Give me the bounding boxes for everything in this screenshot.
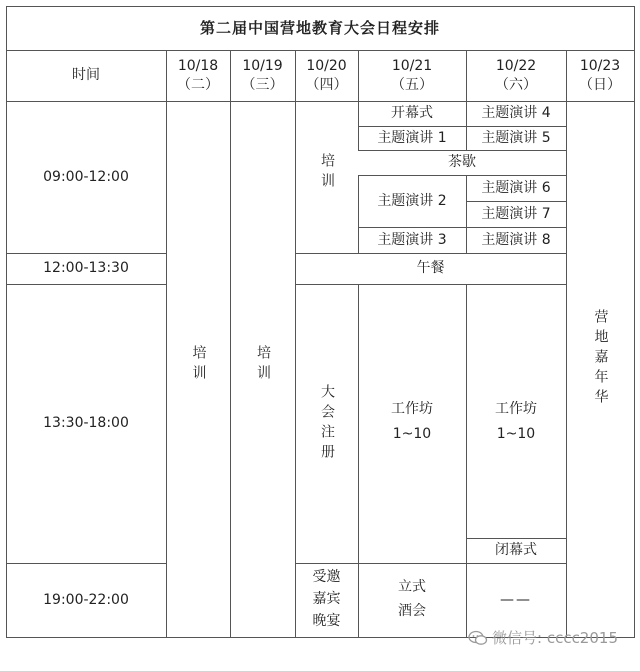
workshop-1022 [466,284,566,538]
day-date: 10/22 [495,57,537,74]
wechat-watermark [468,627,618,648]
time-column-header: 时间 [72,67,100,84]
cocktail-line: 酒会 [398,603,426,619]
camp-carnival [566,101,634,637]
day-header-1019 [230,50,295,101]
day-date: 10/21 [391,57,433,74]
keynote-5: 主题演讲 5 [481,129,551,146]
tea-break: 茶歇 [448,154,476,171]
no-event-1022: —— [500,591,532,608]
day-header-1018 [166,50,230,101]
day-date: 10/20 [306,57,347,74]
vip-dinner-line: 嘉宾 [312,591,341,608]
training-label: 培训 [254,345,271,385]
day-weekday: （四） [305,76,348,93]
watermark-label: 微信号: cccc2015 [492,629,618,647]
day-header-1022 [466,50,566,101]
workshop-1021 [358,284,466,563]
training-1020 [295,101,358,253]
keynote-7: 主题演讲 7 [481,205,551,222]
workshop-range: 1~10 [392,425,432,442]
time-evening: 19:00-22:00 [43,591,129,608]
training-label: 培训 [190,345,207,385]
cocktail-line: 立式 [398,579,426,596]
training-1019 [230,101,295,637]
time-afternoon: 13:30-18:00 [43,415,129,432]
keynote-1: 主题演讲 1 [377,129,447,146]
day-date: 10/23 [579,57,621,74]
vip-dinner-line: 受邀 [312,569,341,586]
keynote-3: 主题演讲 3 [377,231,447,248]
registration [295,284,358,563]
training-label: 培训 [318,153,335,193]
time-lunch: 12:00-13:30 [43,260,129,277]
registration-label: 大会注册 [318,383,335,464]
keynote-2: 主题演讲 2 [377,192,447,209]
time-morning: 09:00-12:00 [43,168,129,185]
cocktail-reception [358,563,466,637]
page-title: 第二届中国营地教育大会日程安排 [199,18,440,37]
opening-ceremony: 开幕式 [391,105,433,122]
day-header-1023 [566,50,634,101]
vip-dinner [295,563,358,637]
carnival-label: 营地嘉年华 [592,309,609,409]
vip-dinner-line: 晚宴 [312,612,341,629]
lunch-cell: 午餐 [416,260,445,277]
grid-line [634,6,635,638]
day-weekday: （二） [177,76,219,93]
keynote-6: 主题演讲 6 [481,179,551,196]
day-date: 10/19 [242,57,283,74]
day-date: 10/18 [177,57,219,74]
day-weekday: （三） [241,76,284,93]
wechat-icon [468,630,488,646]
day-weekday: （日） [579,76,621,93]
workshop-label: 工作坊 [495,401,537,418]
closing-ceremony: 闭幕式 [495,542,537,559]
training-1018 [166,101,230,637]
workshop-label: 工作坊 [391,400,433,417]
keynote-8: 主题演讲 8 [481,231,551,248]
workshop-range: 1~10 [496,426,536,442]
day-header-1021 [358,50,466,101]
keynote-4: 主题演讲 4 [481,105,551,122]
day-weekday: （五） [391,76,433,93]
day-weekday: （六） [495,76,537,93]
day-header-1020 [295,50,358,101]
